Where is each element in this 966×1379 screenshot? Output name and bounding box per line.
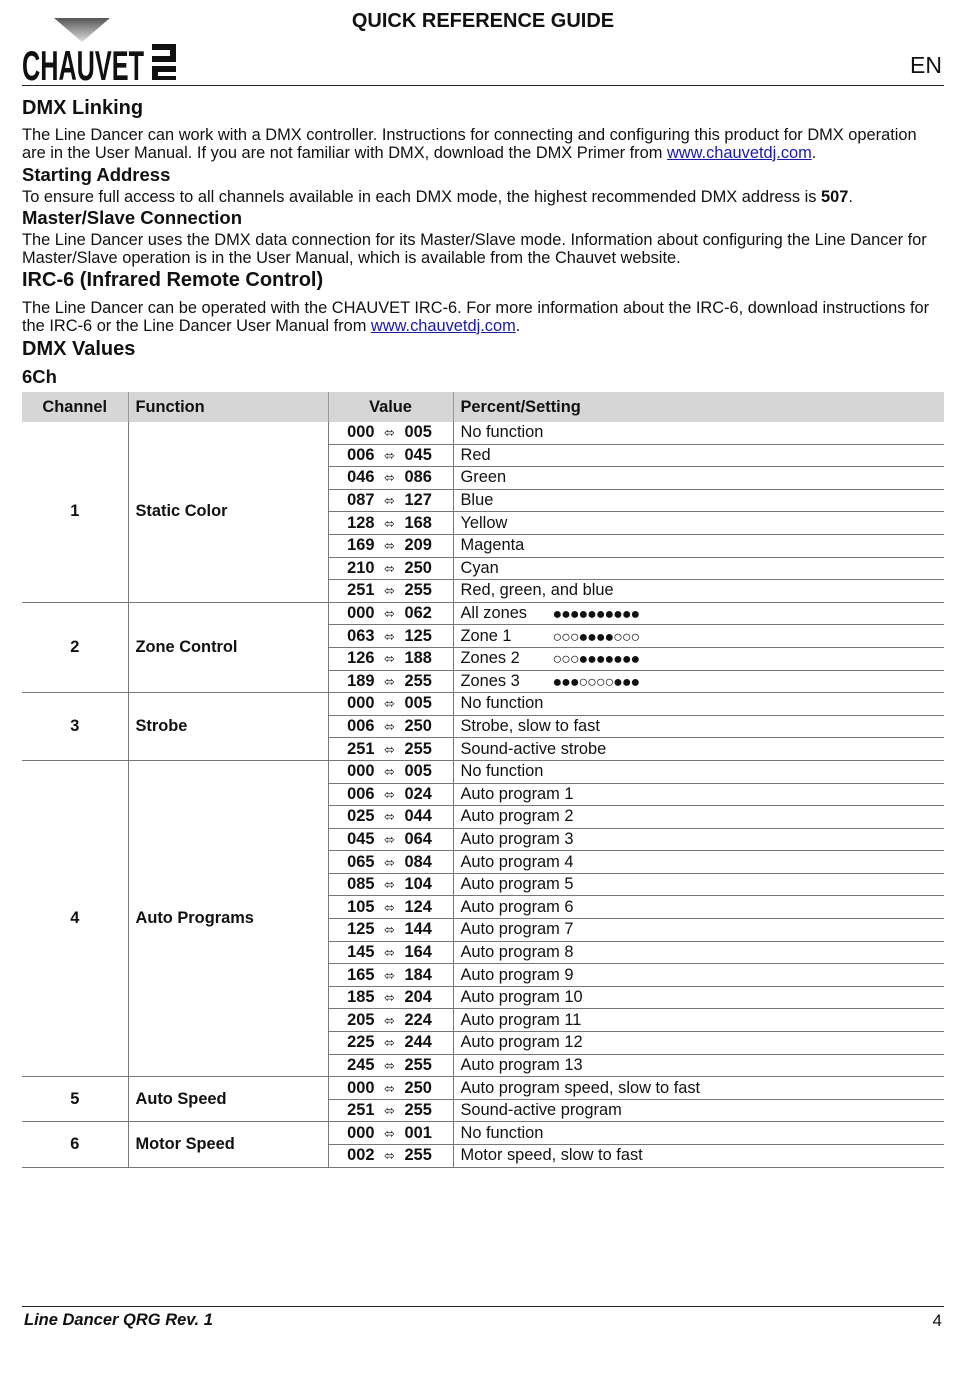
range-arrow-icon: ⬄ xyxy=(384,764,395,780)
value-to: 005 xyxy=(404,694,432,713)
value-to: 188 xyxy=(404,649,432,668)
value-from: 063 xyxy=(347,626,375,645)
setting-label: Red xyxy=(460,445,491,464)
master-slave-text: The Line Dancer uses the DMX data connection for its Master/Slave mode. Information about configuring the Line Dancer for Master/Slave operation is in the User Manual, which is available from the Chauvet website. xyxy=(22,231,927,267)
range-arrow-icon: ⬄ xyxy=(384,673,395,689)
value-to: 255 xyxy=(404,581,432,600)
range-arrow-icon: ⬄ xyxy=(384,1012,395,1028)
footer-rule xyxy=(22,1306,944,1307)
channel-number: 1 xyxy=(22,422,128,602)
value-range xyxy=(328,851,453,874)
value-to: 250 xyxy=(404,717,432,736)
value-to: 255 xyxy=(404,1101,432,1120)
setting xyxy=(453,1054,944,1077)
range-arrow-icon: ⬄ xyxy=(384,1057,395,1073)
setting-label: No function xyxy=(460,762,544,781)
setting-label: No function xyxy=(460,423,544,442)
setting-label: Sound-active strobe xyxy=(460,739,607,758)
heading-dmx-values: DMX Values xyxy=(22,338,136,360)
value-from: 128 xyxy=(347,513,375,532)
range-arrow-icon: ⬄ xyxy=(384,493,395,509)
channel-function: Auto Programs xyxy=(128,760,328,1076)
value-to: 062 xyxy=(404,604,432,623)
value-from: 085 xyxy=(347,875,375,894)
chauvet-link-2[interactable]: www.chauvetdj.com xyxy=(370,316,516,335)
zone-indicator-icon: ○○○●●●●○○○ xyxy=(552,628,640,646)
setting xyxy=(453,964,944,987)
setting-label: No function xyxy=(460,694,544,713)
value-from: 245 xyxy=(347,1055,375,1074)
range-arrow-icon: ⬄ xyxy=(384,606,395,622)
range-arrow-icon: ⬄ xyxy=(384,831,395,847)
setting xyxy=(453,512,944,535)
value-from: 165 xyxy=(347,965,375,984)
range-arrow-icon: ⬄ xyxy=(384,741,395,757)
value-to: 086 xyxy=(404,468,432,487)
channel-function: Strobe xyxy=(128,693,328,761)
header-rule xyxy=(22,85,944,86)
heading-irc6: IRC-6 (Infrared Remote Control) xyxy=(22,269,324,291)
range-arrow-icon: ⬄ xyxy=(384,877,395,893)
value-from: 025 xyxy=(347,807,375,826)
col-header-function: Function xyxy=(128,392,328,422)
setting-label: Auto program 11 xyxy=(460,1010,582,1029)
dmx-values-table xyxy=(22,392,944,1168)
value-from: 045 xyxy=(347,829,375,848)
value-range xyxy=(328,941,453,964)
value-range xyxy=(328,467,453,490)
value-range xyxy=(328,986,453,1009)
value-range xyxy=(328,828,453,851)
range-arrow-icon: ⬄ xyxy=(384,560,395,576)
svg-text:CHAUVET: CHAUVET xyxy=(22,42,145,89)
setting-label: Auto program 12 xyxy=(460,1033,583,1052)
value-range xyxy=(328,1145,453,1168)
value-from: 251 xyxy=(347,581,375,600)
setting-label: Zone 1 xyxy=(460,626,512,645)
setting xyxy=(453,1122,944,1145)
range-arrow-icon: ⬄ xyxy=(384,651,395,667)
setting xyxy=(453,919,944,942)
range-arrow-icon: ⬄ xyxy=(384,628,395,644)
value-from: 169 xyxy=(347,536,375,555)
range-arrow-icon: ⬄ xyxy=(384,944,395,960)
value-from: 251 xyxy=(347,739,375,758)
value-to: 124 xyxy=(404,897,432,916)
setting xyxy=(453,783,944,806)
document-title: QUICK REFERENCE GUIDE xyxy=(351,10,615,32)
irc6-text: The Line Dancer can be operated with the CHAUVET IRC-6. For more information about the IRC-6, download instructions for the IRC-6 or the Line Dancer User Manual from www.chauvetdj.com. xyxy=(22,299,930,335)
value-from: 000 xyxy=(347,1078,375,1097)
range-arrow-icon: ⬄ xyxy=(384,922,395,938)
value-range xyxy=(328,919,453,942)
setting xyxy=(453,625,944,648)
setting xyxy=(453,1009,944,1032)
range-arrow-icon: ⬄ xyxy=(384,583,395,599)
value-range xyxy=(328,534,453,557)
value-range xyxy=(328,1077,453,1100)
value-from: 105 xyxy=(347,897,375,916)
value-to: 224 xyxy=(404,1010,432,1029)
value-range xyxy=(328,557,453,580)
value-to: 104 xyxy=(404,875,432,894)
range-arrow-icon: ⬄ xyxy=(384,967,395,983)
col-header-setting: Percent/Setting xyxy=(453,392,944,422)
value-from: 046 xyxy=(347,468,375,487)
value-range xyxy=(328,693,453,716)
value-from: 000 xyxy=(347,1123,375,1142)
value-to: 255 xyxy=(404,1055,432,1074)
range-arrow-icon: ⬄ xyxy=(384,899,395,915)
value-to: 209 xyxy=(404,536,432,555)
range-arrow-icon: ⬄ xyxy=(384,1080,395,1096)
range-arrow-icon: ⬄ xyxy=(384,470,395,486)
value-from: 205 xyxy=(347,1010,375,1029)
setting-label: Auto program 1 xyxy=(460,784,574,803)
setting xyxy=(453,715,944,738)
setting xyxy=(453,444,944,467)
value-to: 244 xyxy=(404,1033,432,1052)
setting xyxy=(453,670,944,693)
value-range xyxy=(328,1122,453,1145)
range-arrow-icon: ⬄ xyxy=(384,538,395,554)
value-to: 127 xyxy=(404,491,432,510)
range-arrow-icon: ⬄ xyxy=(384,1148,395,1164)
value-range xyxy=(328,738,453,761)
zone-indicator-icon: ●●●●●●●●●● xyxy=(552,606,640,624)
value-from: 065 xyxy=(347,852,375,871)
value-range xyxy=(328,896,453,919)
value-to: 084 xyxy=(404,852,432,871)
value-range xyxy=(328,512,453,535)
heading-starting-address: Starting Address xyxy=(22,164,171,185)
value-range xyxy=(328,1099,453,1122)
value-from: 125 xyxy=(347,920,375,939)
setting-label: Auto program 5 xyxy=(460,875,574,894)
setting xyxy=(453,1077,944,1100)
value-from: 087 xyxy=(347,491,375,510)
zone-indicator-icon: ●●●○○○○●●● xyxy=(552,673,640,691)
value-to: 044 xyxy=(404,807,432,826)
value-to: 005 xyxy=(404,762,432,781)
value-from: 000 xyxy=(347,762,375,781)
setting-label: Auto program 10 xyxy=(460,988,583,1007)
value-range xyxy=(328,715,453,738)
value-to: 045 xyxy=(404,445,432,464)
setting-label: No function xyxy=(460,1123,544,1142)
value-range xyxy=(328,760,453,783)
setting xyxy=(453,693,944,716)
setting xyxy=(453,602,944,625)
setting-label: Red, green, and blue xyxy=(460,581,614,600)
setting xyxy=(453,580,944,603)
range-arrow-icon: ⬄ xyxy=(384,809,395,825)
range-arrow-icon: ⬄ xyxy=(384,1125,395,1141)
value-from: 000 xyxy=(347,423,375,442)
col-header-value: Value xyxy=(328,392,453,422)
channel-function: Static Color xyxy=(128,422,328,602)
setting-label: Magenta xyxy=(460,536,525,555)
setting xyxy=(453,489,944,512)
value-range xyxy=(328,1032,453,1055)
value-to: 168 xyxy=(404,513,432,532)
value-to: 204 xyxy=(404,988,432,1007)
value-to: 125 xyxy=(404,626,432,645)
dmx-mode-label: 6Ch xyxy=(22,366,57,387)
range-arrow-icon: ⬄ xyxy=(384,425,395,441)
channel-number: 5 xyxy=(22,1077,128,1122)
channel-function: Zone Control xyxy=(128,602,328,692)
setting xyxy=(453,1145,944,1168)
table-row xyxy=(22,602,944,625)
value-range xyxy=(328,580,453,603)
range-arrow-icon: ⬄ xyxy=(384,1035,395,1051)
setting-label: Auto program 2 xyxy=(460,807,574,826)
value-range xyxy=(328,964,453,987)
value-from: 006 xyxy=(347,784,375,803)
value-range xyxy=(328,806,453,829)
range-arrow-icon: ⬄ xyxy=(384,696,395,712)
setting-label: Auto program 3 xyxy=(460,829,574,848)
setting-label: Auto program 4 xyxy=(460,852,574,871)
value-range xyxy=(328,489,453,512)
table-row xyxy=(22,760,944,783)
setting xyxy=(453,557,944,580)
setting xyxy=(453,647,944,670)
setting xyxy=(453,896,944,919)
value-to: 255 xyxy=(404,739,432,758)
table-row xyxy=(22,693,944,716)
value-from: 002 xyxy=(347,1146,375,1165)
value-from: 126 xyxy=(347,649,375,668)
chauvet-link-1[interactable]: www.chauvetdj.com xyxy=(666,143,812,162)
setting xyxy=(453,851,944,874)
table-row xyxy=(22,422,944,444)
value-from: 189 xyxy=(347,671,375,690)
setting-label: Blue xyxy=(460,491,494,510)
setting xyxy=(453,1099,944,1122)
setting xyxy=(453,534,944,557)
setting xyxy=(453,738,944,761)
col-header-channel: Channel xyxy=(22,392,128,422)
value-to: 255 xyxy=(404,1146,432,1165)
value-from: 225 xyxy=(347,1033,375,1052)
value-to: 024 xyxy=(404,784,432,803)
value-to: 255 xyxy=(404,671,432,690)
setting-label: Auto program 8 xyxy=(460,942,574,961)
zone-indicator-icon: ○○○●●●●●●● xyxy=(552,651,640,669)
setting-label: Strobe, slow to fast xyxy=(460,717,600,736)
value-to: 164 xyxy=(404,942,432,961)
setting-label: Auto program 13 xyxy=(460,1055,583,1074)
language-code: EN xyxy=(910,52,942,78)
value-range xyxy=(328,444,453,467)
setting xyxy=(453,760,944,783)
setting-label: Auto program 6 xyxy=(460,897,574,916)
setting xyxy=(453,806,944,829)
setting xyxy=(453,422,944,444)
value-to: 144 xyxy=(404,920,432,939)
channel-number: 6 xyxy=(22,1122,128,1167)
value-range xyxy=(328,602,453,625)
channel-function: Motor Speed xyxy=(128,1122,328,1167)
value-range xyxy=(328,670,453,693)
setting-label: Sound-active program xyxy=(460,1101,622,1120)
value-range xyxy=(328,873,453,896)
setting xyxy=(453,941,944,964)
table-row xyxy=(22,1077,944,1100)
setting-label: All zones xyxy=(460,604,528,623)
value-from: 251 xyxy=(347,1101,375,1120)
range-arrow-icon: ⬄ xyxy=(384,447,395,463)
range-arrow-icon: ⬄ xyxy=(384,786,395,802)
setting xyxy=(453,873,944,896)
page-number: 4 xyxy=(932,1311,942,1330)
channel-function: Auto Speed xyxy=(128,1077,328,1122)
value-from: 000 xyxy=(347,604,375,623)
setting-label: Zones 3 xyxy=(460,671,520,690)
value-to: 250 xyxy=(404,558,432,577)
table-header-row xyxy=(22,392,944,422)
setting-label: Yellow xyxy=(460,513,508,532)
value-to: 005 xyxy=(404,423,432,442)
value-from: 006 xyxy=(347,717,375,736)
channel-number: 3 xyxy=(22,693,128,761)
setting xyxy=(453,828,944,851)
value-range xyxy=(328,1054,453,1077)
heading-master-slave: Master/Slave Connection xyxy=(22,207,243,228)
channel-number: 4 xyxy=(22,760,128,1076)
setting-label: Green xyxy=(460,468,507,487)
setting-label: Zones 2 xyxy=(460,649,520,668)
value-to: 001 xyxy=(404,1123,432,1142)
range-arrow-icon: ⬄ xyxy=(384,854,395,870)
dmx-linking-text: The Line Dancer can work with a DMX controller. Instructions for connecting and configuring this product for DMX operation are in the User Manual. If you are not familiar with DMX, download the DMX Primer from www.chauvetdj.com. xyxy=(22,126,917,162)
setting xyxy=(453,1032,944,1055)
range-arrow-icon: ⬄ xyxy=(384,1103,395,1119)
setting-label: Motor speed, slow to fast xyxy=(460,1146,643,1165)
value-range xyxy=(328,783,453,806)
setting-label: Auto program 9 xyxy=(460,965,574,984)
setting-label: Auto program speed, slow to fast xyxy=(460,1078,701,1097)
setting xyxy=(453,467,944,490)
range-arrow-icon: ⬄ xyxy=(384,719,395,735)
value-from: 006 xyxy=(347,445,375,464)
value-range xyxy=(328,1009,453,1032)
value-to: 064 xyxy=(404,829,432,848)
value-to: 184 xyxy=(404,965,432,984)
channel-number: 2 xyxy=(22,602,128,692)
value-to: 250 xyxy=(404,1078,432,1097)
footer-doc-name: Line Dancer QRG Rev. 1 xyxy=(24,1311,213,1329)
value-range xyxy=(328,647,453,670)
value-range xyxy=(328,625,453,648)
heading-dmx-linking: DMX Linking xyxy=(22,97,144,119)
setting xyxy=(453,986,944,1009)
table-body xyxy=(22,422,944,1167)
setting-label: Cyan xyxy=(460,558,499,577)
starting-address-text: To ensure full access to all channels available in each DMX mode, the highest recommended DMX address is 507. xyxy=(22,188,853,206)
value-from: 210 xyxy=(347,558,375,577)
range-arrow-icon: ⬄ xyxy=(384,515,395,531)
table-row xyxy=(22,1122,944,1145)
value-from: 185 xyxy=(347,988,375,1007)
value-range xyxy=(328,422,453,444)
value-from: 000 xyxy=(347,694,375,713)
range-arrow-icon: ⬄ xyxy=(384,990,395,1006)
setting-label: Auto program 7 xyxy=(460,920,574,939)
value-from: 145 xyxy=(347,942,375,961)
